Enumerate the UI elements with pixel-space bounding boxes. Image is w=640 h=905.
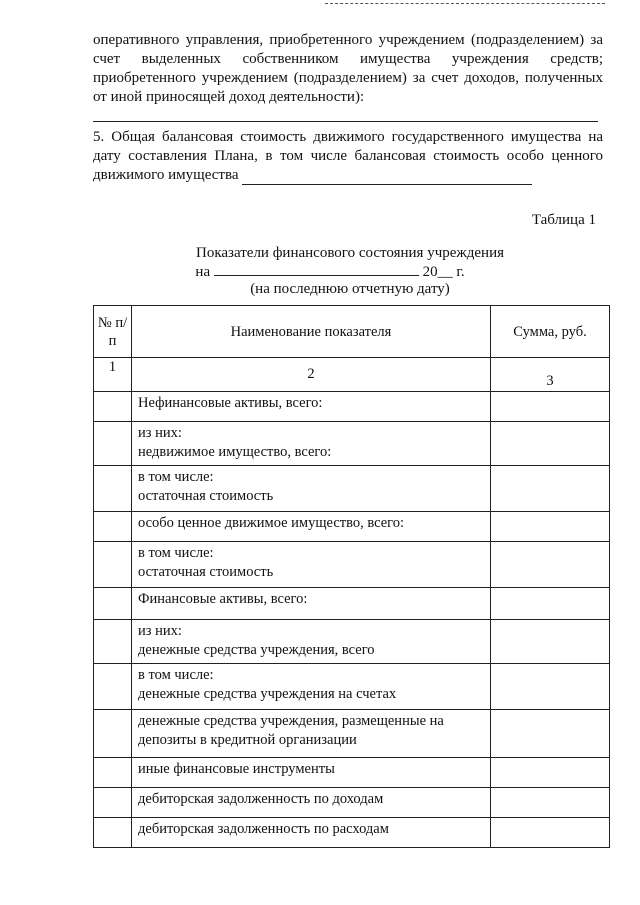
table-row <box>94 542 610 588</box>
header-name: Наименование показателя <box>132 306 491 358</box>
row-sum-cell[interactable] <box>491 758 610 788</box>
table-row <box>94 664 610 710</box>
date-blank[interactable] <box>214 261 419 276</box>
row-num-cell <box>94 512 132 542</box>
row-sum-cell[interactable] <box>491 710 610 758</box>
date-suffix: 20__ г. <box>422 264 465 280</box>
colnum-1: 1 <box>94 358 132 392</box>
row-sum-cell[interactable] <box>491 392 610 422</box>
row-name-cell: Нефинансовые активы, всего: <box>132 392 491 422</box>
row-sum-cell[interactable] <box>491 818 610 848</box>
row-num-cell <box>94 588 132 620</box>
row-name-cell: в том числе: остаточная стоимость <box>132 466 491 512</box>
date-prefix: на <box>195 264 211 280</box>
fill-line-1[interactable] <box>93 121 598 122</box>
row-num-cell <box>94 758 132 788</box>
row-sum-cell[interactable] <box>491 542 610 588</box>
row-num-cell <box>94 466 132 512</box>
row-sum-cell[interactable] <box>491 512 610 542</box>
table-row <box>94 620 610 664</box>
row-num-cell <box>94 710 132 758</box>
header-sum: Сумма, руб. <box>491 306 610 358</box>
row-num-cell <box>94 392 132 422</box>
table-row <box>94 512 610 542</box>
paragraph-5-text: 5. Общая балансовая стоимость движимого государственного имущества на дату составления Плана, в том числе балансовая стоимость особо ценного движимого имущества <box>93 129 603 183</box>
paragraph-5 <box>93 128 603 185</box>
table-row <box>94 588 610 620</box>
fill-line-2[interactable] <box>242 184 532 185</box>
top-edge-line <box>325 3 605 4</box>
row-num-cell <box>94 542 132 588</box>
table-caption-title: Показатели финансового состояния учреждения <box>195 245 505 261</box>
header-num: № п/п <box>94 306 132 358</box>
row-name-cell: в том числе: денежные средства учреждения на счетах <box>132 664 491 710</box>
row-sum-cell[interactable] <box>491 788 610 818</box>
colnum-3: 3 <box>491 358 610 392</box>
table-row <box>94 818 610 848</box>
table-row <box>94 422 610 466</box>
row-sum-cell[interactable] <box>491 466 610 512</box>
row-name-cell: денежные средства учреждения, размещенные на депозиты в кредитной организации <box>132 710 491 758</box>
row-name-cell: иные финансовые инструменты <box>132 758 491 788</box>
table-row <box>94 466 610 512</box>
row-num-cell <box>94 818 132 848</box>
row-name-cell: дебиторская задолженность по доходам <box>132 788 491 818</box>
paragraph-continued-text: оперативного управления, приобретенного учреждением (подразделением) за счет выделенных собственником имущества учреждения средств; приобретенного учреждением (подразделением) за счет доходов, полученных от иной приносящей доход деятельности): <box>93 32 603 105</box>
row-name-cell: из них: недвижимое имущество, всего: <box>132 422 491 466</box>
row-sum-cell[interactable] <box>491 620 610 664</box>
row-num-cell <box>94 664 132 710</box>
financial-indicators-table <box>93 305 610 848</box>
row-name-cell: из них: денежные средства учреждения, всего <box>132 620 491 664</box>
table-row <box>94 710 610 758</box>
table-number: Таблица 1 <box>531 212 596 228</box>
row-name-cell: в том числе: остаточная стоимость <box>132 542 491 588</box>
table-row <box>94 392 610 422</box>
paragraph-continued <box>93 31 603 107</box>
row-sum-cell[interactable] <box>491 588 610 620</box>
table-row <box>94 758 610 788</box>
row-num-cell <box>94 422 132 466</box>
row-name-cell: Финансовые активы, всего: <box>132 588 491 620</box>
table-body <box>94 392 610 848</box>
row-name-cell: особо ценное движимое имущество, всего: <box>132 512 491 542</box>
row-num-cell <box>94 788 132 818</box>
row-sum-cell[interactable] <box>491 664 610 710</box>
row-name-cell: дебиторская задолженность по расходам <box>132 818 491 848</box>
row-sum-cell[interactable] <box>491 422 610 466</box>
table-caption-date <box>0 261 640 282</box>
row-num-cell <box>94 620 132 664</box>
colnum-2: 2 <box>132 358 491 392</box>
table-caption-note: (на последнюю отчетную дату) <box>250 281 450 297</box>
table-row <box>94 788 610 818</box>
